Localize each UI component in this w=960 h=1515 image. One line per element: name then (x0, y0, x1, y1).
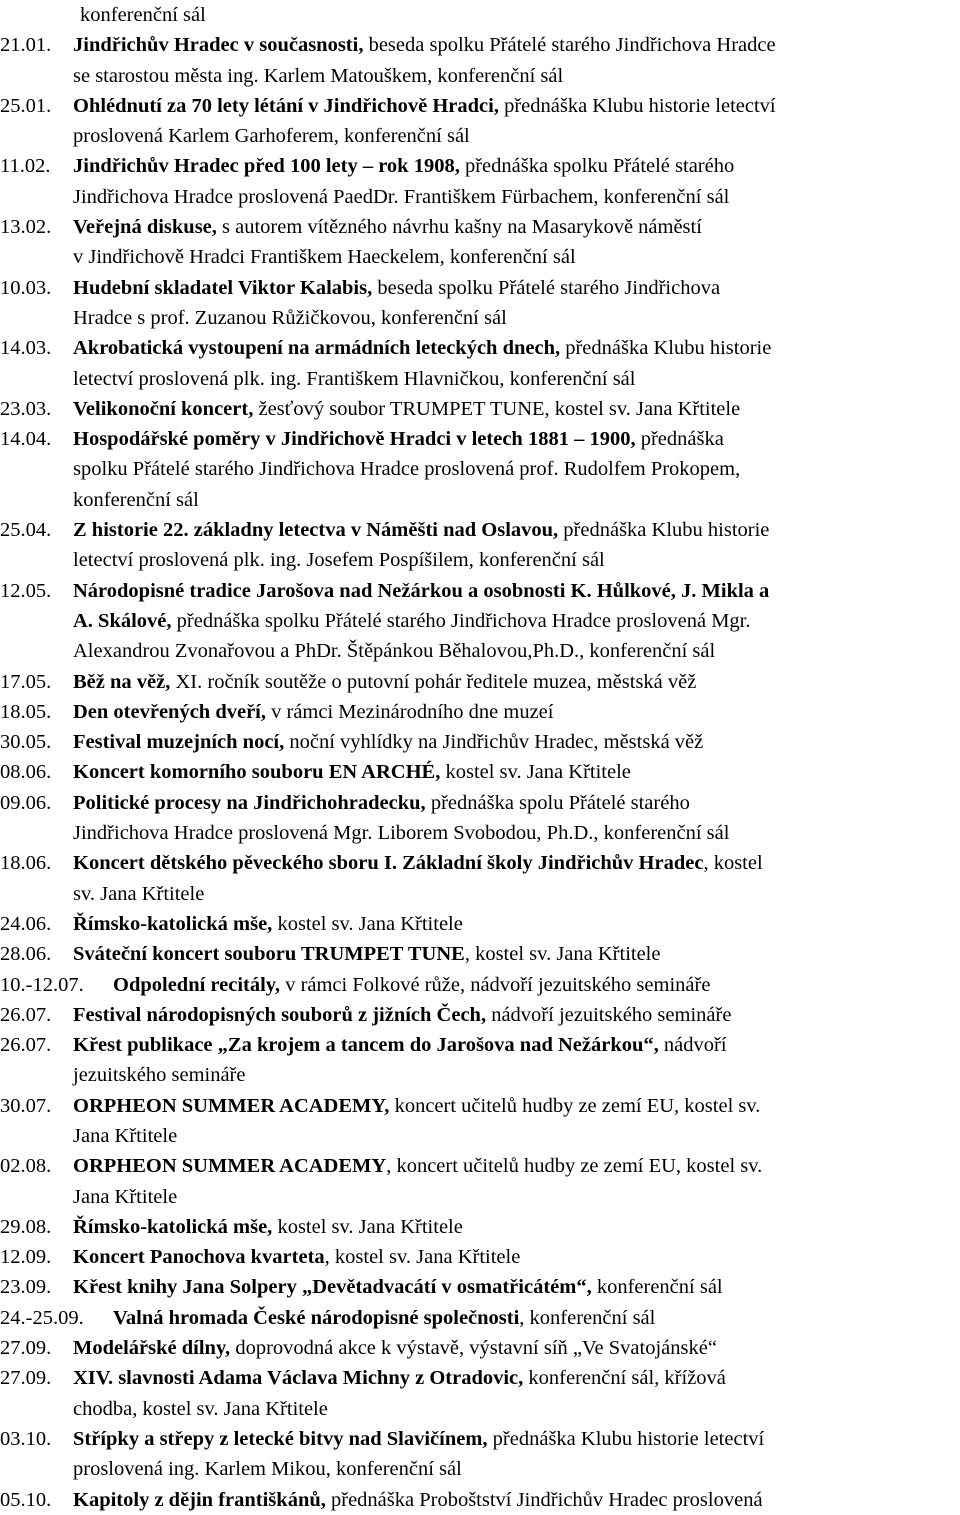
event-date: 12.09. (0, 1246, 52, 1269)
event-description (73, 1091, 960, 1152)
event-details: přednáška spolku Přátelé starého Jindřichova Hradce proslovená prof. Rudolfem Prokopem, konferenční sál (73, 428, 741, 511)
event-entry (0, 1030, 960, 1091)
event-date: 30.05. (0, 731, 52, 754)
event-date: 27.09. (0, 1337, 52, 1360)
event-details: přednáška spolku Přátelé starého Jindřichova Hradce proslovená PaedDr. Františkem Fürbachem, konferenční sál (73, 155, 735, 208)
event-date: 26.07. (0, 1003, 52, 1026)
event-entry (0, 576, 960, 667)
event-description (73, 697, 960, 727)
event-entry (0, 1212, 960, 1242)
event-date: 17.05. (0, 670, 52, 693)
event-details: doprovodná akce k výstavě, výstavní síň „Ve Svatojánské“ (230, 1337, 717, 1360)
event-description (113, 970, 960, 1000)
event-entry (0, 1363, 960, 1424)
event-description (73, 1485, 960, 1515)
event-title: XIV. slavnosti Adama Václava Michny z Otradovic, (73, 1367, 524, 1390)
event-date: 18.05. (0, 700, 52, 723)
event-details: konferenční sál, křížová chodba, kostel sv. Jana Křtitele (73, 1367, 726, 1420)
event-description (73, 1212, 960, 1242)
event-entry (0, 909, 960, 939)
event-description (73, 909, 960, 939)
event-title: ORPHEON SUMMER ACADEMY, (73, 1094, 390, 1117)
event-details: kostel sv. Jana Křtitele (272, 1215, 463, 1238)
event-date: 23.03. (0, 397, 52, 420)
event-entry (0, 1303, 960, 1333)
event-list (0, 30, 960, 1515)
event-title: Národopisné tradice Jarošova nad Nežárkou a osobnosti K. Hůlkové, J. Mikla a A. Skálové, (73, 579, 770, 632)
event-description (73, 667, 960, 697)
event-entry (0, 1424, 960, 1485)
event-title: Kapitoly z dějin františkánů, (73, 1488, 326, 1511)
event-date: 24.06. (0, 912, 52, 935)
event-details: v rámci Folkové růže, nádvoří jezuitského semináře (280, 973, 711, 996)
event-entry (0, 727, 960, 757)
event-entry (0, 91, 960, 152)
event-description (73, 1000, 960, 1030)
event-date: 24.-25.09. (0, 1306, 84, 1329)
event-description (113, 1303, 960, 1333)
event-details: přednáška Klubu historie letectví proslovená ing. Karlem Mikou, konferenční sál (73, 1427, 765, 1481)
event-title: Velikonoční koncert, (73, 397, 254, 420)
event-details: žesťový soubor TRUMPET TUNE, kostel sv. Jana Křtitele (253, 397, 741, 420)
event-title: Odpolední recitály, (113, 973, 281, 996)
event-date: 08.06. (0, 761, 52, 784)
event-description (73, 576, 960, 667)
event-entry (0, 757, 960, 787)
event-date: 25.04. (0, 519, 52, 542)
event-entry (0, 1333, 960, 1363)
event-description (73, 727, 960, 757)
event-description (73, 424, 960, 515)
event-title: Střípky a střepy z letecké bitvy nad Slavičínem, (73, 1427, 488, 1450)
event-description (73, 273, 960, 334)
event-title: Festival národopisných souborů z jižních Čech, (73, 1003, 487, 1026)
event-date: 13.02. (0, 216, 52, 239)
event-description (73, 30, 960, 91)
event-entry (0, 212, 960, 273)
event-title: Sváteční koncert souboru TRUMPET TUNE (73, 943, 465, 966)
event-date: 14.04. (0, 428, 52, 451)
event-entry (0, 151, 960, 212)
event-details: nádvoří jezuitského semináře (73, 1034, 727, 1087)
event-date: 09.06. (0, 791, 52, 814)
event-details: kostel sv. Jana Křtitele (272, 912, 463, 935)
event-date: 27.09. (0, 1367, 52, 1390)
event-entry (0, 394, 960, 424)
event-title: Koncert Panochova kvarteta (73, 1246, 325, 1269)
event-entry (0, 848, 960, 909)
event-details: přednáška spolku Přátelé starého Jindřichova Hradce proslovená Mgr. Alexandrou Zvonařovou a PhDr. Štěpánkou Běhalovou,Ph.D., konferenční sál (73, 609, 751, 663)
event-entry (0, 667, 960, 697)
event-date: 28.06. (0, 943, 52, 966)
event-entry (0, 1272, 960, 1302)
event-entry (0, 788, 960, 849)
event-title: Politické procesy na Jindřichohradecku, (73, 791, 426, 814)
event-title: Den otevřených dveří, (73, 700, 266, 723)
event-title: Jindřichův Hradec v současnosti, (73, 34, 364, 57)
event-description (73, 394, 960, 424)
event-description (73, 151, 960, 212)
event-entry (0, 1091, 960, 1152)
event-description (73, 939, 960, 969)
event-date: 21.01. (0, 34, 52, 57)
event-title: Běž na věž, (73, 670, 171, 693)
event-description (73, 1151, 960, 1212)
event-date: 23.09. (0, 1276, 52, 1299)
event-entry (0, 970, 960, 1000)
event-date: 11.02. (0, 155, 51, 178)
event-details: v rámci Mezinárodního dne muzeí (266, 700, 554, 723)
event-description (73, 1333, 960, 1363)
event-title: Modelářské dílny, (73, 1337, 231, 1360)
event-title: ORPHEON SUMMER ACADEMY (73, 1155, 387, 1178)
event-date: 18.06. (0, 852, 52, 875)
event-title: Koncert dětského pěveckého sboru I. Základní školy Jindřichův Hradec (73, 852, 704, 875)
event-description (73, 515, 960, 576)
event-description (73, 848, 960, 909)
event-details: , kostel sv. Jana Křtitele (324, 1246, 521, 1269)
event-details: s autorem vítězného návrhu kašny na Masarykově náměstí v Jindřichově Hradci Františkem Haeckelem, konferenční sál (73, 216, 702, 269)
event-entry (0, 273, 960, 334)
event-details: beseda spolku Přátelé starého Jindřichova Hradce se starostou města ing. Karlem Matouškem, konferenční sál (73, 34, 776, 87)
event-details: konferenční sál (591, 1276, 723, 1299)
event-date: 10.03. (0, 276, 52, 299)
event-details: přednáška Klubu historie letectví proslovená Karlem Garhoferem, konferenční sál (73, 94, 776, 148)
event-details: XI. ročník soutěže o putovní pohár ředitele muzea, městská věž (170, 670, 697, 693)
event-date: 12.05. (0, 579, 52, 602)
event-description (73, 91, 960, 152)
event-date: 02.08. (0, 1155, 52, 1178)
event-entry (0, 333, 960, 394)
event-description (73, 1030, 960, 1091)
event-date: 10.-12.07. (0, 973, 84, 996)
event-entry (0, 939, 960, 969)
event-title: Veřejná diskuse, (73, 216, 217, 239)
event-details: přednáška Klubu historie letectví proslovená plk. ing. Josefem Pospíšilem, konferenční sál (73, 519, 770, 572)
event-details: kostel sv. Jana Křtitele (440, 761, 631, 784)
event-date: 29.08. (0, 1215, 52, 1238)
event-entry (0, 1000, 960, 1030)
event-details: koncert učitelů hudby ze zemí EU, kostel sv. Jana Křtitele (73, 1094, 761, 1147)
event-details: , koncert učitelů hudby ze zemí EU, kostel sv. Jana Křtitele (73, 1155, 763, 1208)
event-title: Akrobatická vystoupení na armádních leteckých dnech, (73, 337, 561, 360)
event-details: přednáška spolu Přátelé starého Jindřichova Hradce proslovená Mgr. Liborem Svobodou, Ph.D., konferenční sál (73, 791, 730, 845)
event-entry (0, 1151, 960, 1212)
event-title: Křest publikace „Za krojem a tancem do Jarošova nad Nežárkou“, (73, 1034, 659, 1057)
event-title: Hospodářské poměry v Jindřichově Hradci v letech 1881 – 1900, (73, 428, 636, 451)
event-details: nádvoří jezuitského semináře (486, 1003, 732, 1026)
event-title: Valná hromada České národopisné společnosti (113, 1306, 520, 1329)
event-description (73, 1363, 960, 1424)
event-date: 25.01. (0, 94, 52, 117)
event-entry (0, 1242, 960, 1272)
event-description (73, 757, 960, 787)
event-title: Z historie 22. základny letectva v Náměšti nad Oslavou, (73, 519, 559, 542)
event-details: přednáška Klubu historie letectví proslovená plk. ing. Františkem Hlavničkou, konferenční sál (73, 337, 772, 390)
event-title: Hudební skladatel Viktor Kalabis, (73, 276, 373, 299)
event-date: 30.07. (0, 1094, 52, 1117)
event-description (73, 333, 960, 394)
event-details: beseda spolku Přátelé starého Jindřichova Hradce s prof. Zuzanou Růžičkovou, konferenční sál (73, 276, 721, 329)
event-description (73, 788, 960, 849)
event-title: Jindřichův Hradec před 100 lety – rok 1908, (73, 155, 460, 178)
event-details: , kostel sv. Jana Křtitele (464, 943, 661, 966)
event-details: noční vyhlídky na Jindřichův Hradec, městská věž (284, 731, 704, 754)
event-entry (0, 30, 960, 91)
event-entry (0, 424, 960, 515)
event-title: Festival muzejních nocí, (73, 731, 285, 754)
event-title: Římsko-katolická mše, (73, 912, 273, 935)
event-date: 03.10. (0, 1427, 52, 1450)
event-title: Římsko-katolická mše, (73, 1215, 273, 1238)
event-date: 05.10. (0, 1488, 52, 1511)
event-details: , konferenční sál (519, 1306, 656, 1329)
event-title: Křest knihy Jana Solpery „Devětadvacátí v osmatřicátém“, (73, 1276, 592, 1299)
event-entry (0, 515, 960, 576)
event-details: přednáška Proboštství Jindřichův Hradec proslovená (325, 1488, 763, 1511)
event-title: Koncert komorního souboru EN ARCHÉ, (73, 761, 441, 784)
event-description (73, 1272, 960, 1302)
continuation-line: konferenční sál (80, 4, 206, 26)
event-description (73, 1424, 960, 1485)
event-date: 14.03. (0, 337, 52, 360)
event-title: Ohlédnutí za 70 lety létání v Jindřichově Hradci, (73, 94, 499, 117)
event-entry (0, 697, 960, 727)
event-description (73, 1242, 960, 1272)
event-entry (0, 1485, 960, 1515)
event-details: , kostel sv. Jana Křtitele (73, 852, 763, 905)
event-description (73, 212, 960, 273)
event-date: 26.07. (0, 1034, 52, 1057)
